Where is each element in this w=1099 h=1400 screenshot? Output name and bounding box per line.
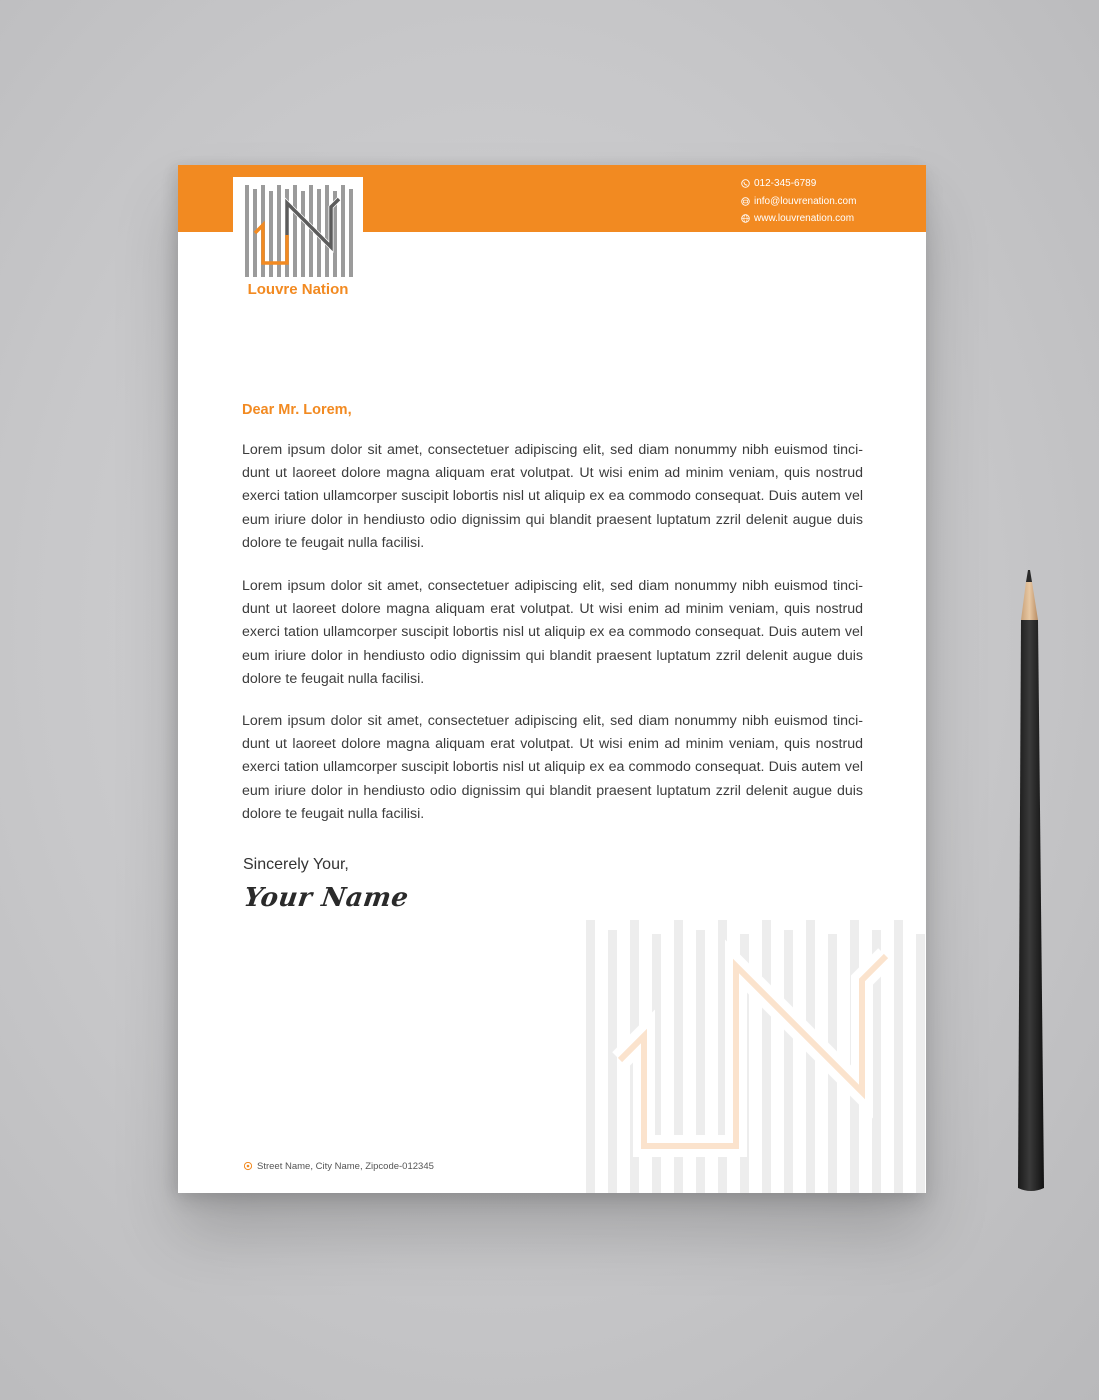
letterhead-page <box>178 165 926 1193</box>
logo-mark-icon <box>243 185 353 277</box>
pencil-icon <box>1017 570 1047 1192</box>
contact-website <box>741 210 856 228</box>
contact-phone <box>741 175 856 193</box>
email-address: info@louvrenation.com <box>754 195 857 207</box>
contact-block <box>741 175 856 228</box>
closing: Sincerely Your, <box>243 856 349 873</box>
phone-number: 012-345-6789 <box>754 178 817 189</box>
brand-name: Louvre Nation <box>247 281 349 298</box>
address-text: Street Name, City Name, Zipcode-012345 <box>257 1161 434 1172</box>
email-icon <box>741 197 750 206</box>
body-paragraph: Lorem ipsum dolor sit amet, consectetuer adipiscing elit, sed diam nonummy nibh euismod tinci-dunt ut laoreet dolore magna aliquam erat volutpat. Ut wisi enim ad minim veniam, quis nostrud exerci tation ullamcorper suscipit lobortis nisl ut aliquip ex ea commodo consequat. Duis autem vel eum iriure dolor in hendiusto odio dignissim qui blandit praesent luptatum zzril delenit augue duis dolore te feugait nulla facilisi. <box>242 713 863 822</box>
greeting: Dear Mr. Lorem, <box>242 402 352 418</box>
signature: Your Name <box>241 883 411 913</box>
phone-icon <box>741 179 750 188</box>
globe-icon <box>741 214 750 223</box>
location-pin-icon <box>244 1162 252 1171</box>
body-paragraph: Lorem ipsum dolor sit amet, consectetuer adipiscing elit, sed diam nonummy nibh euismod tinci-dunt ut laoreet dolore magna aliquam erat volutpat. Ut wisi enim ad minim veniam, quis nostrud exerci tation ullamcorper suscipit lobortis nisl ut aliquip ex ea commodo consequat. Duis autem vel eum iriure dolor in hendiusto odio dignissim qui blandit praesent luptatum zzril delenit augue duis dolore te feugait nulla facilisi. <box>242 578 863 687</box>
body-paragraph: Lorem ipsum dolor sit amet, consectetuer adipiscing elit, sed diam nonummy nibh euismod tinci-dunt ut laoreet dolore magna aliquam erat volutpat. Ut wisi enim ad minim veniam, quis nostrud exerci tation ullamcorper suscipit lobortis nisl ut aliquip ex ea commodo consequat. Duis autem vel eum iriure dolor in hendiusto odio dignissim qui blandit praesent luptatum zzril delenit augue duis dolore te feugait nulla facilisi. <box>242 442 863 551</box>
contact-email <box>741 193 856 211</box>
logo <box>233 177 363 301</box>
footer-address <box>244 1161 434 1172</box>
website-url: www.louvrenation.com <box>754 213 855 224</box>
logo-watermark-icon <box>586 920 926 1193</box>
